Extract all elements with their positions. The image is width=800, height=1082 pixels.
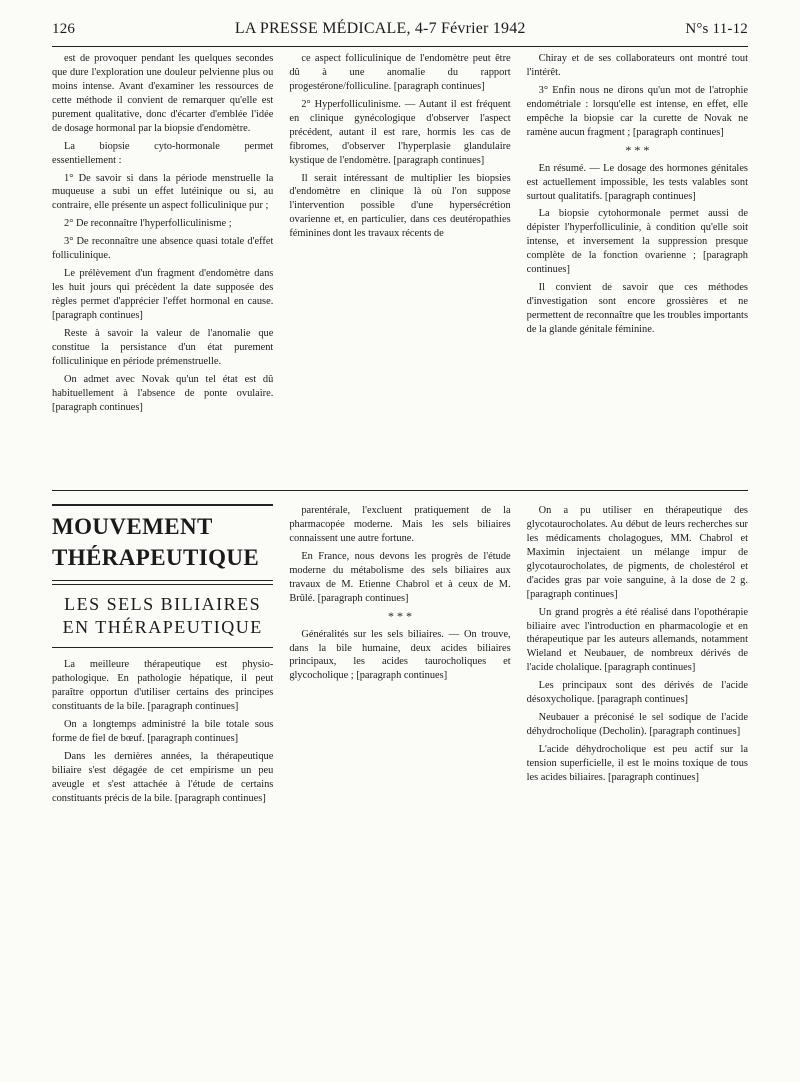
paragraph: 3° De reconnaître une absence quasi totale d'effet folliculinique. — [52, 236, 274, 262]
paragraph: On a longtemps administré la bile totale sous forme de fiel de bœuf. [paragraph continues] — [52, 719, 274, 745]
paragraph: Le prélèvement d'un fragment d'endomètre dans les huit jours qui précèdent la date supposée des règles permet d'apprécier l'effet hormonal en cause. [paragraph continues] — [52, 268, 274, 321]
issue-number: N°s 11-12 — [685, 21, 748, 37]
top-column-2 — [289, 52, 510, 482]
paragraph: 1° De savoir si dans la période menstruelle la muqueuse a subi un effet lutéinique ou si, au contraire, elle présente un aspect folliculinique pur ; — [52, 172, 274, 212]
paragraph: En France, nous devons les progrès de l'étude moderne du métabolisme des sels biliaires aux travaux de M. Etienne Chabrol et à ceux de M. Brûlé. [paragraph continues] — [289, 550, 511, 604]
paragraph: Neubauer a préconisé le sel sodique de l'acide déhydrocholique (Decholin). [paragraph continues] — [526, 712, 748, 738]
paragraph: Chiray et de ses collaborateurs ont montré tout l'intérêt. — [526, 53, 748, 78]
top-article — [52, 52, 748, 482]
section-ornament: * * * — [625, 142, 650, 157]
article-title: LES SELS BILIAIRES EN THÉRAPEUTIQUE — [52, 593, 273, 649]
paragraph: La biopsie cytohormonale permet aussi de dépister l'hyperfolliculinie, à condition qu'elle soit intense, et inversement la suppression presque complète de la fonction ovarienne ; [paragraph continues] — [526, 208, 748, 276]
page-number: 126 — [52, 21, 76, 37]
paragraph: Il convient de savoir que ces méthodes d'investigation sont encore grossières et ne permettent de reconnaître que les troubles importants de la glande génitale féminine. — [526, 282, 748, 335]
journal-title: LA PRESSE MÉDICALE, 4-7 Février 1942 — [234, 20, 526, 37]
title-rule — [52, 580, 273, 585]
paragraph: Reste à savoir la valeur de l'anomalie que constitue la persistance d'un état purement folliculinique en période prémenstruelle. — [52, 327, 274, 367]
paragraph: Dans les dernières années, la thérapeutique biliaire s'est dégagée de cet empirisme un peu aveugle et s'est attachée à l'étude de certains constituants précis de la bile. [paragraph continues] — [52, 751, 274, 804]
bottom-column-2 — [289, 504, 510, 1064]
paragraph: est de provoquer pendant les quelques secondes que dure l'exploration une douleur pelvienne plus ou moins intense. Avant d'examiner les ressources de cette méthode il convient de remarquer qu'elle est purement qualitative, donc d'écarter d'emblée l'idée de dosage hormonal par la biopsie d'endomètre. — [52, 53, 274, 134]
paragraph: 2° De reconnaître l'hyperfolliculinisme ; — [64, 218, 232, 230]
paragraph: La meilleure thérapeutique est physio-pathologique. En pathologie hépatique, il peut paraître opportun d'utiliser certains des principes constituants de la bile. [paragraph continues] — [52, 659, 274, 713]
paragraph: parentérale, l'excluent pratiquement de la pharmacopée moderne. Mais les sels biliaires connaissent une autre fortune. — [289, 505, 511, 544]
paragraph: 2° Hyperfolliculinisme. — Autant il est fréquent en clinique gynécologique d'observer l'aspect précédent, autant il est rare, hormis les cas de fibromes, d'observer l'hyperplasie glandulaire kystique de l'endomètre. [paragraph continues] — [289, 98, 511, 166]
section-heading-box — [52, 504, 273, 648]
bottom-column-3 — [527, 504, 748, 1064]
paragraph: Généralités sur les sels biliaires. — On trouve, dans la bile humaine, deux acides biliaires principaux, les acides taurocholiques et glycocholique ; [paragraph continues] — [289, 628, 511, 682]
top-column-1 — [52, 52, 273, 482]
paragraph: La biopsie cyto-hormonale permet essentiellement : — [52, 140, 274, 166]
top-column-3 — [527, 52, 748, 482]
paragraph: 3° Enfin nous ne dirons qu'un mot de l'atrophie endométriale : lorsqu'elle est intense, en effet, elle empêche la biopsie car la curette de Novak ne ramène aucun fragment ; [paragraph continues] — [526, 84, 748, 138]
bottom-column-1 — [52, 504, 273, 1064]
bottom-article — [52, 504, 748, 1064]
paragraph: ce aspect folliculinique de l'endomètre peut être dû à une anomalie du rapport progestérone/folliculine. [paragraph continues] — [289, 53, 511, 92]
paragraph: Les principaux sont des dérivés de l'acide désoxycholique. [paragraph continues] — [526, 680, 748, 706]
paragraph: L'acide déhydrocholique est peu actif sur la tension superficielle, il est le moins toxique de tous les acides biliaires. [paragraph continues] — [526, 744, 748, 783]
paragraph: Un grand progrès a été réalisé dans l'opothérapie biliaire avec l'introduction en pharmacologie et en thérapeutique par les auteurs allemands, notamment Wieland et Neubauer, de nombreux dérivés de l'acide cholalique. [paragraph continues] — [526, 606, 748, 674]
section-ornament: * * * — [387, 608, 412, 623]
section-divider — [52, 490, 748, 491]
section-title: MOUVEMENT THÉRAPEUTIQUE — [52, 514, 260, 570]
paragraph: On a pu utiliser en thérapeutique des glycotaurocholates. Au début de leurs recherches sur les médicaments cholagogues, MM. Chabrol et Maximin injectaient un mélange impur de glycotaurocholates, de pigments, de cholestérol et d'acides gras par voie sanguine, à la dose de 2 g. [paragraph continues] — [526, 505, 748, 600]
paragraph: Il serait intéressant de multiplier les biopsies d'endomètre en clinique là où l'on suppose l'intervention possible d'une hypersécrétion ovarienne et, en particulier, dans ces deutéropathies féminines dont les travaux récents de — [289, 172, 511, 240]
running-head — [52, 20, 748, 47]
paragraph: En résumé. — Le dosage des hormones génitales est actuellement impossible, les tests valables sont surtout qualitatifs. [paragraph continues] — [526, 162, 748, 202]
paragraph: On admet avec Novak qu'un tel état est dû habituellement à l'absence de ponte ovulaire. [paragraph continues] — [52, 373, 274, 413]
